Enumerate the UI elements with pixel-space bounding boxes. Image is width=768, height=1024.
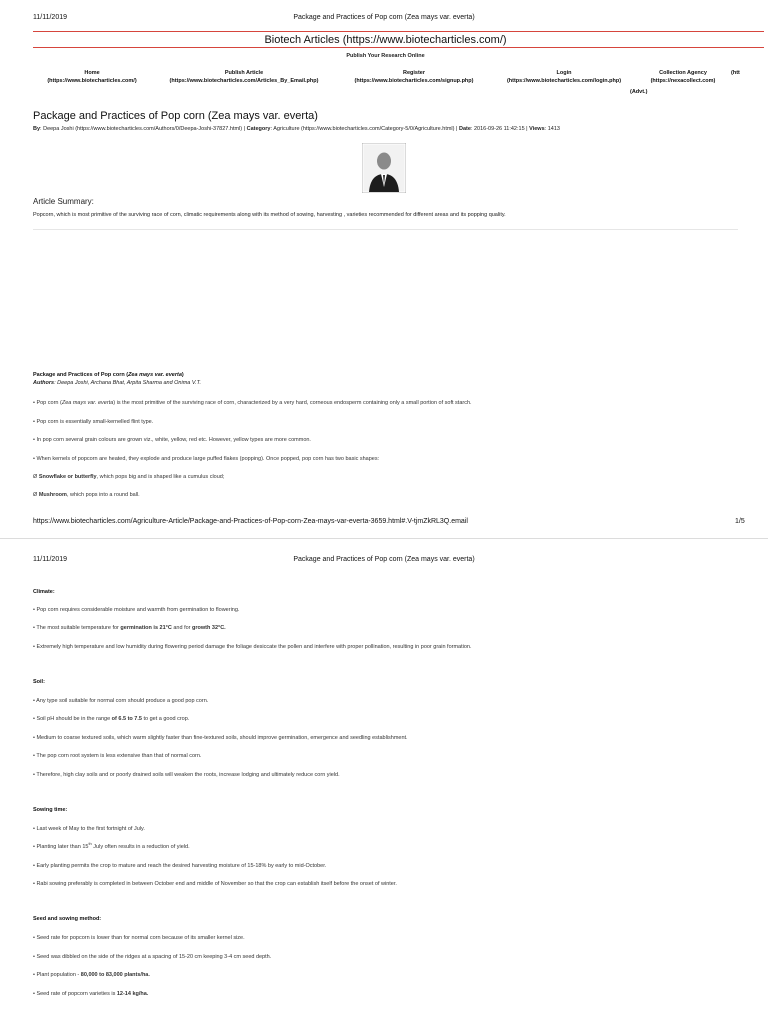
avatar-icon [362, 143, 406, 193]
sowing-item-2 [33, 843, 743, 851]
nav-login-url: (https://www.biotecharticles.com/login.php) [506, 78, 622, 84]
climate-2-mid: and for [171, 625, 193, 631]
authors-names: Deepa Joshi, Archana Bhat, Arpita Sharma and Onima V.T. [57, 380, 202, 386]
sowing-heading: Sowing time: [33, 807, 68, 813]
sowing-2-pre: • Planting later than 15 [33, 844, 89, 850]
seed-item-4 [33, 990, 743, 998]
intro-1-post: ) is the most primitive of the surviving race of corn, characterized by a very hard, corneous endosperm containing only a small portion of soft starch. [113, 400, 472, 406]
climate-item-2 [33, 624, 743, 632]
body-title-start: Package and Practices of Pop corn ( [33, 372, 129, 378]
soil-item-5: • Therefore, high clay soils and or poorly drained soils will weaken the roots, increase lodging and ultimately reduce corn yield. [33, 772, 340, 778]
seed-3-pre: • Plant population - [33, 972, 81, 978]
sowing-2-sup: th [88, 841, 92, 847]
nav-publish-url: (https://www.biotecharticles.com/Articles_By_Email.php) [169, 78, 319, 84]
intro-5-bold: Snowflake or butterfly [38, 474, 97, 480]
seed-item-1: • Seed rate for popcorn is lower than for normal corn because of its smaller kernel size. [33, 935, 245, 941]
site-title[interactable]: Biotech Articles (https://www.biotecharticles.com/) [264, 34, 507, 46]
climate-2-pre: • The most suitable temperature for [33, 625, 121, 631]
meta-category-link[interactable]: Agriculture (https://www.biotecharticles.com/Category-5/0/Agriculture.html) [273, 126, 455, 132]
body-title-italic: Zea mays var. everta [128, 372, 182, 378]
nav-collection-advt: (Advt.) [630, 89, 648, 95]
seed-item-2: • Seed was dibbled on the side of the ridges at a spacing of 15-20 cm keeping 3-4 cm seed depth. [33, 954, 272, 960]
nav-truncated-url: (htt [731, 70, 740, 76]
page-separator [0, 538, 768, 539]
soil-item-4: • The pop corn root system is less extensive than that of normal corn. [33, 753, 202, 759]
meta-by-label: By [33, 126, 41, 132]
body-title-end: ) [181, 372, 184, 378]
site-tagline: Publish Your Research Online [346, 53, 425, 59]
seed-4-pre: • Seed rate of popcorn varieties is [33, 991, 117, 997]
intro-item-1 [33, 399, 743, 407]
seed-3-bold: 80,000 to 83,000 plants/ha. [80, 972, 150, 978]
sowing-item-1: • Last week of May to the first fortnight of July. [33, 826, 145, 832]
nav-login[interactable] [492, 69, 636, 85]
intro-6-pre: Ø [33, 492, 39, 498]
seed-4-bold: 12-14 kg/ha. [116, 991, 149, 997]
nav-home-url: (https://www.biotecharticles.com/) [47, 78, 137, 84]
intro-6-bold: Mushroom [38, 492, 67, 498]
soil-item-3: • Medium to coarse textured soils, which warm slightly faster than fine-textured soils, should improve germination, emergence and seedling establishment. [33, 735, 408, 741]
soil-2-post: to get a good crop. [141, 716, 190, 722]
article-meta: By: Deepa Joshi (https://www.biotecharticles.com/Authors/0/Deepa-Joshi-37827.html) | Category: Agriculture (https://www.biotecharticles.com/Category-5/0/Agriculture.html) | Date: 2016-09-26 11:42:15 | Views: 1413 [33, 126, 560, 132]
climate-2-bold2: growth 32°C. [192, 625, 226, 631]
body-authors: Authors: Deepa Joshi, Archana Bhat, Arpita Sharma and Onima V.T. [33, 380, 202, 386]
intro-item-2: • Pop corn is essentially small-kernelled flint type. [33, 419, 154, 425]
climate-heading: Climate: [33, 589, 55, 595]
print-date: 11/11/2019 [33, 14, 67, 21]
summary-text: Popcorn, which is most primitive of the surviving race of corn, climatic requirements along with its method of sowing, harvesting , varieties recommended for different areas and its popping quality. [33, 212, 506, 218]
nav-truncated[interactable] [731, 69, 767, 77]
header-divider-bottom [33, 47, 764, 48]
summary-divider [33, 229, 738, 230]
sowing-item-3: • Early planting permits the crop to mature and reach the desired harvesting moisture of 15-18% by early to mid-October. [33, 863, 327, 869]
nav-publish-article[interactable] [152, 69, 336, 85]
nav-home-label: Home [84, 70, 100, 76]
intro-item-5 [33, 473, 743, 481]
nav-home[interactable] [36, 69, 148, 85]
seed-item-3 [33, 971, 743, 979]
sowing-item-4: • Rabi sowing preferably is completed in between October end and middle of November so that the crop can establish itself before the onset of winter. [33, 881, 397, 887]
intro-item-4: • When kernels of popcorn are heated, they explode and produce large puffed flakes (popping). Once popped, pop corn has two basic shapes: [33, 456, 380, 462]
nav-register-url: (https://www.biotecharticles.com/signup.php) [354, 78, 474, 84]
body-title [33, 371, 184, 379]
intro-5-pre: Ø [33, 474, 39, 480]
soil-2-pre: • Soil pH should be in the range [33, 716, 112, 722]
nav-login-label: Login [556, 70, 572, 76]
meta-date-label: Date [458, 126, 471, 132]
meta-category-label: Category [246, 126, 271, 132]
intro-5-post: , which pops big and is shaped like a cumulus cloud; [96, 474, 225, 480]
summary-heading: Article Summary: [33, 197, 94, 206]
soil-item-1: • Any type soil suitable for normal corn should produce a good pop corn. [33, 698, 209, 704]
meta-author-link[interactable]: Deepa Joshi (https://www.biotecharticles.com/Authors/0/Deepa-Joshi-37827.html) [43, 126, 243, 132]
print-title-p2: Package and Practices of Pop corn (Zea mays var. everta) [293, 556, 475, 563]
soil-2-bold: of 6.5 to 7.5 [111, 716, 142, 722]
nav-collection-label: Collection Agency [659, 70, 707, 76]
soil-heading: Soil: [33, 679, 45, 685]
intro-item-3: • In pop corn several grain colours are grown viz., white, yellow, red etc. However, yellow types are more common. [33, 437, 311, 443]
intro-1-italic: Zea mays var. everta [61, 400, 114, 406]
meta-views-label: Views [529, 126, 545, 132]
header-divider-top [33, 31, 764, 32]
climate-2-bold: germination is 21°C [120, 625, 172, 631]
seed-heading: Seed and sowing method: [33, 916, 102, 922]
print-title: Package and Practices of Pop corn (Zea mays var. everta) [293, 14, 475, 21]
nav-collection-agency[interactable] [630, 69, 728, 96]
intro-6-post: , which pops into a round ball. [66, 492, 140, 498]
author-avatar [362, 143, 406, 193]
climate-item-1: • Pop corn requires considerable moisture and warmth from germination to flowering. [33, 607, 240, 613]
authors-label: Authors [33, 380, 55, 386]
meta-views: 1413 [547, 126, 560, 132]
soil-item-2 [33, 715, 743, 723]
intro-item-6 [33, 491, 743, 499]
print-date-p2: 11/11/2019 [33, 556, 67, 563]
intro-1-pre: • Pop corn ( [33, 400, 62, 406]
print-footer-url: https://www.biotecharticles.com/Agriculture-Article/Package-and-Practices-of-Pop-corn-Zea-mays-var-everta-3659.html#.V-tjmZkRL3Q.email [33, 518, 468, 525]
nav-collection-url: (https://nexacollect.com) [650, 78, 716, 84]
sowing-2-post: July often results in a reduction of yield. [91, 844, 190, 850]
nav-register[interactable] [340, 69, 488, 85]
nav-register-label: Register [402, 70, 425, 76]
nav-publish-label: Publish Article [224, 70, 264, 76]
print-footer-page: 1/5 [735, 518, 745, 525]
meta-date: 2016-09-26 11:42:15 [473, 126, 525, 132]
climate-item-3: • Extremely high temperature and low humidity during flowering period damage the foliage desiccate the pollen and interfere with proper pollination, resulting in poor grain formation. [33, 644, 472, 650]
article-title: Package and Practices of Pop corn (Zea mays var. everta) [33, 110, 318, 122]
